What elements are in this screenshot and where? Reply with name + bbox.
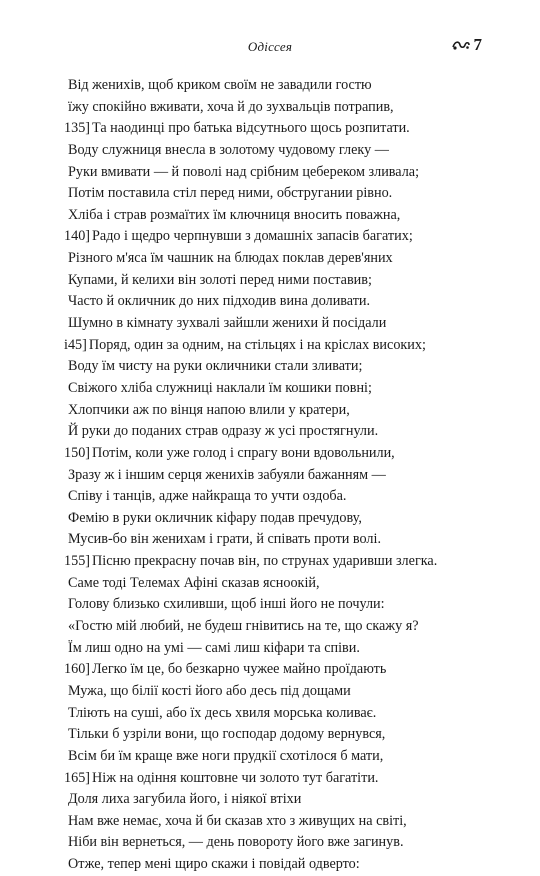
- line-number: 140]: [64, 228, 91, 245]
- verse-line-text: Воду служниця внесла в золотому чудовому глеку —: [68, 141, 389, 158]
- verse-line: [64, 529, 464, 551]
- verse-line: [64, 724, 464, 746]
- verse-line-text: Голову близько схиливши, щоб інші його не почули:: [68, 596, 385, 613]
- verse-block: [64, 75, 464, 876]
- verse-line: [64, 313, 464, 335]
- line-number: 150]: [64, 444, 91, 461]
- verse-line-text: Від женихів, щоб криком своїм не завадили гостю: [68, 77, 372, 93]
- verse-line-text: Руки вмивати — й поволі над срібним цебереком зливала;: [68, 163, 420, 180]
- verse-line-text: Шумно в кімнату зухвалі зайшли женихи й посідали: [68, 315, 387, 332]
- verse-line-text: «Гостю мій любий, не будеш гнівитись на те, що скажу я?: [68, 618, 419, 635]
- verse-line-text: їжу спокійно вживати, хоча й до зухвальців потрапив,: [68, 98, 394, 115]
- verse-line: [64, 356, 464, 378]
- verse-line-text: Потім, коли уже голод і спрагу вони вдовольнили,: [92, 444, 395, 461]
- verse-line: [64, 205, 464, 227]
- verse-line: [64, 659, 464, 681]
- verse-line-text: Їм лиш одно на умі — самі лиш кіфари та співи.: [68, 639, 360, 656]
- verse-line-text: Мужа, що білії кості його або десь під дощами: [68, 682, 351, 699]
- verse-line: [64, 443, 464, 465]
- verse-line: [64, 594, 464, 616]
- line-number: 165]: [64, 769, 91, 786]
- verse-line: [64, 140, 464, 162]
- verse-line-text: Мусив-бо він женихам і грати, й співать проти волі.: [68, 531, 381, 548]
- verse-line: [64, 291, 464, 313]
- verse-line: [64, 162, 464, 184]
- line-number: 135]: [64, 120, 91, 137]
- verse-line-text: Всім би їм краще вже ноги прудкії схотілося б мати,: [68, 747, 384, 764]
- verse-line-text: Поряд, один за одним, на стільцях і на кріслах високих;: [88, 336, 426, 353]
- verse-line-text: Фемію в руки окличник кіфару подав пречудову,: [68, 509, 362, 526]
- verse-line: [64, 573, 464, 595]
- verse-line: [64, 681, 464, 703]
- verse-line-text: Купами, й келихи він золоті перед ними поставив;: [68, 271, 372, 288]
- verse-line-text: Пісню прекрасну почав він, по струнах ударивши злегка.: [92, 553, 438, 570]
- line-number: 155]: [64, 553, 91, 570]
- verse-line: [64, 638, 464, 660]
- verse-line: [64, 486, 464, 508]
- verse-line: [64, 508, 464, 530]
- verse-line-text: Хлопчики аж по вінця напою влили у кратери,: [68, 401, 350, 418]
- scroll-ornament-icon: [452, 39, 470, 51]
- verse-line: [64, 789, 464, 811]
- verse-line: [64, 378, 464, 400]
- verse-line-text: Тліють на суші, або їх десь хвиля морська коливає.: [68, 704, 377, 721]
- verse-line: [64, 616, 464, 638]
- verse-line-text: Радо і щедро черпнувши з домашніх запасів багатих;: [92, 228, 413, 245]
- verse-line: [64, 75, 464, 97]
- verse-line: [64, 421, 464, 443]
- verse-line-text: Потім поставила стіл перед ними, обстругании рівно.: [68, 185, 393, 202]
- verse-line: [64, 226, 464, 248]
- page-number: 7: [473, 35, 482, 54]
- verse-line: [64, 118, 464, 140]
- verse-line-text: Нам вже немає, хоча й би сказав хто з живущих на світі,: [68, 812, 407, 829]
- verse-line: [64, 832, 464, 854]
- verse-line-text: Воду їм чисту на руки окличники стали зливати;: [68, 358, 363, 375]
- verse-line: [64, 746, 464, 768]
- running-head: [0, 35, 540, 58]
- verse-line: [64, 811, 464, 833]
- verse-line-text: Ніби він вернеться, — день повороту його вже загинув.: [68, 834, 404, 851]
- verse-line-text: Хліба і страв розмаїтих їм ключниця вносить поважна,: [68, 206, 401, 223]
- page-marker: [452, 35, 483, 55]
- verse-line: [64, 551, 464, 573]
- verse-line-text: Саме тоді Телемах Афіні сказав ясноокій,: [68, 574, 320, 591]
- verse-line-text: Доля лиха загубила його, і ніякої втіхи: [68, 791, 302, 808]
- verse-line: [64, 703, 464, 725]
- verse-line-text: Різного м'яса їм чашник на блюдах поклав дерев'яних: [68, 250, 393, 267]
- running-title: Одіссея: [247, 39, 293, 54]
- verse-line: [64, 97, 464, 119]
- line-number: 160]: [64, 661, 91, 678]
- verse-line: [64, 400, 464, 422]
- verse-line: [64, 768, 464, 790]
- verse-line: [64, 248, 464, 270]
- verse-line-text: Свіжого хліба служниці наклали їм кошики повні;: [68, 379, 372, 396]
- verse-line-text: Ніж на одіння коштовне чи золото тут багатіти.: [92, 769, 379, 786]
- verse-line: [64, 854, 464, 876]
- verse-line-text: Зразу ж і іншим серця женихів забуяли бажанням —: [68, 466, 386, 483]
- line-number: і45]: [64, 336, 87, 353]
- verse-line-text: Тільки б узріли вони, що господар додому вернувся,: [68, 726, 386, 743]
- verse-line-text: Й руки до поданих страв одразу ж усі простягнули.: [68, 423, 379, 440]
- verse-line-text: Та наодинці про батька відсутнього щось розпитати.: [92, 120, 410, 137]
- verse-line-text: Легко їм це, бо безкарно чужее майно проїдають: [92, 661, 387, 678]
- verse-line-text: Отже, тепер мені щиро скажи і повідай одверто:: [68, 856, 360, 873]
- verse-line-text: Часто й окличник до них підходив вина доливати.: [68, 293, 371, 310]
- verse-line: [64, 465, 464, 487]
- verse-line: [64, 335, 464, 357]
- verse-line: [64, 270, 464, 292]
- verse-line: [64, 183, 464, 205]
- verse-line-text: Співу і танців, адже найкраща то учти оздоба.: [68, 488, 347, 505]
